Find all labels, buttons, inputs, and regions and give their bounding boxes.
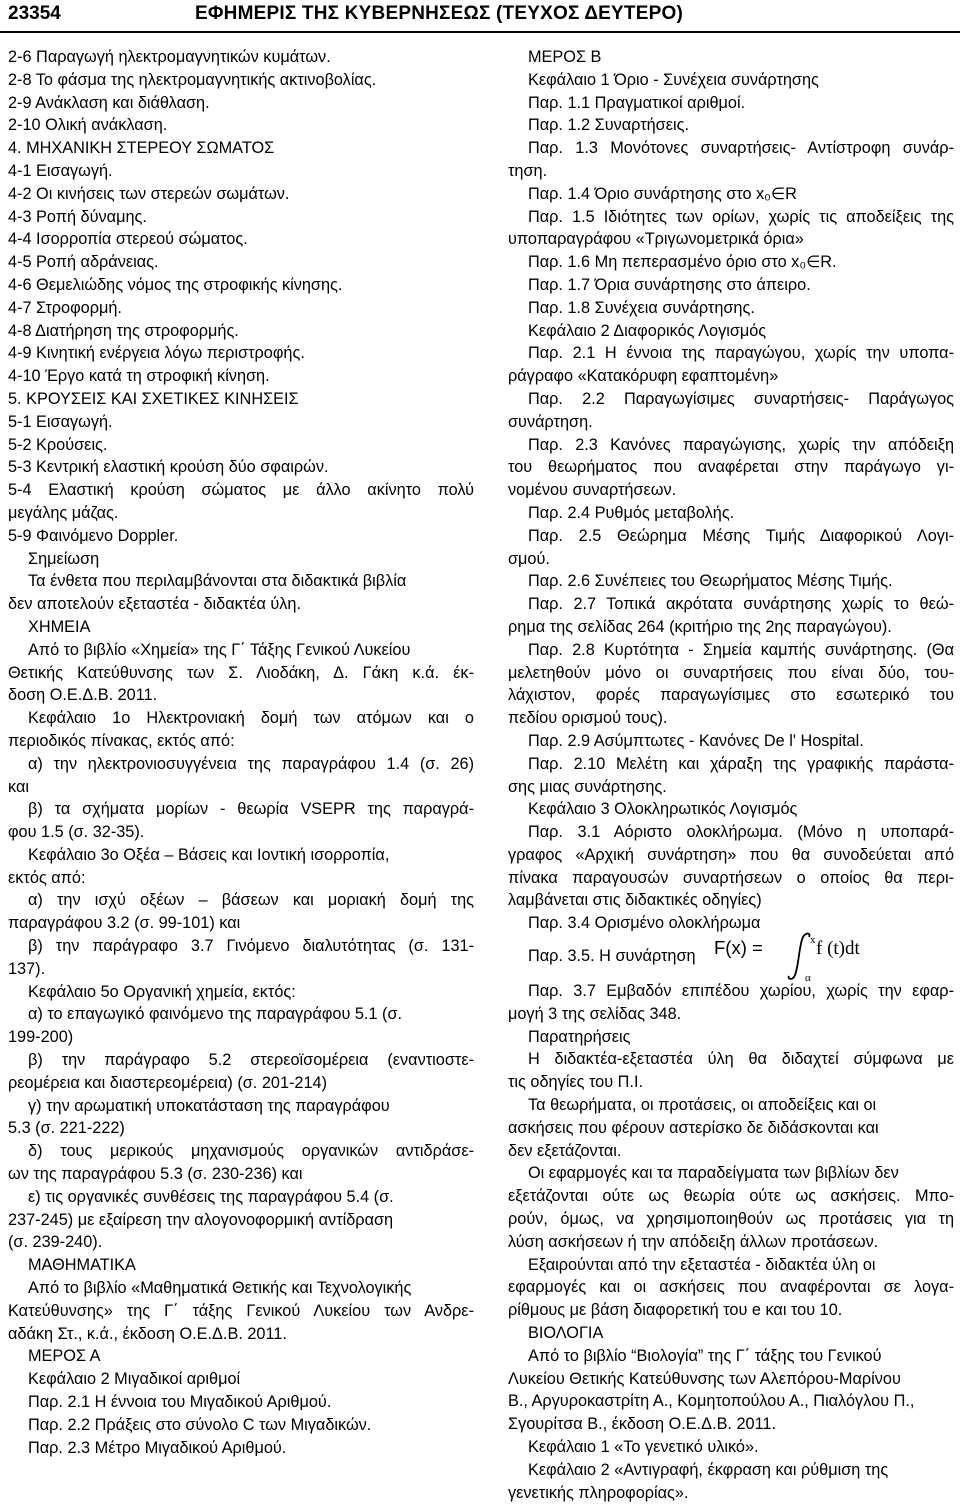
text-line: Β., Αργυροκαστρίτη Α., Κομητοπούλου Α., Πιαλόγλου Π.,	[508, 1392, 915, 1411]
text-line: 137).	[8, 959, 46, 978]
text-line: 237-245) με εξαίρεση την αλογονοφορμική αντίδραση	[8, 1210, 394, 1229]
text-line: ε) τις οργανικές συνθέσεις της παραγράφου 5.4 (σ.	[28, 1187, 394, 1206]
text-line: Τα ένθετα που περιλαμβάνονται στα διδακτικά βιβλία	[28, 572, 407, 591]
text-line: ασκήσεις που φέρουν αστερίσκο δε διδάσκονται και	[508, 1118, 879, 1137]
text-line: 5-9 Φαινόμενο Doppler.	[8, 526, 179, 545]
text-line: 5.3 (σ. 221-222)	[8, 1119, 125, 1138]
text-line: Παρ. 1.8 Συνέχεια συνάρτησης.	[528, 298, 755, 317]
text-line: γενετικής πληροφορίας».	[508, 1483, 689, 1502]
text-line: εφαρμογές και οι ασκήσεις που αναφέρονται σε λογα-	[508, 1278, 954, 1297]
text-line: ΜΕΡΟΣ Β	[528, 48, 602, 66]
text-line: Παρ. 2.5 Θεώρημα Μέσης Τιμής Διαφορικού Λογι-	[528, 526, 954, 545]
text-line: 4-8 Διατήρηση της στροφορμής.	[8, 321, 239, 340]
text-line: 4-5 Ροπή αδράνειας.	[8, 253, 159, 272]
text-line: α) το επαγωγικό φαινόμενο της παραγράφου 5.1 (σ.	[28, 1005, 403, 1024]
right-column-top	[508, 46, 954, 935]
text-line: Λυκείου Θετικής Κατεύθυνσης των Αλεπόρου-Μαρίνου	[508, 1369, 901, 1388]
integral-lower-limit: α	[805, 972, 811, 984]
text-line: β) την παράγραφο 3.7 Γινόμενο διαλυτότητας (σ. 131-	[28, 937, 474, 956]
text-line: ρίθμους με βάση διαφορετική του e και του 10.	[508, 1301, 843, 1320]
text-line: ρεομέρεια και διαστερεομέρεια) (σ. 201-214)	[8, 1073, 328, 1092]
text-line: Κεφάλαιο 2 Διαφορικός Λογισμός	[528, 321, 767, 340]
text-line: 4. ΜΗΧΑΝΙΚΗ ΣΤΕΡΕΟΥ ΣΩΜΑΤΟΣ	[8, 139, 275, 158]
text-line: 2-9 Ανάκλαση και διάθλαση.	[8, 93, 210, 112]
text-line: συνάρτηση.	[508, 412, 593, 431]
page-header	[0, 0, 960, 30]
text-line: Παρ. 1.6 Μη πεπερασμένο όριο στο x₀∈R.	[528, 253, 837, 272]
text-line: Από το βιβλίο “Βιολογία” της Γ΄ τάξης του Γενικού	[528, 1346, 882, 1365]
integral-upper-limit: x	[810, 934, 816, 947]
text-line: 4-6 Θεμελιώδης νόμος της στροφικής κίνησης.	[8, 275, 343, 294]
right-column	[508, 46, 954, 1504]
text-line: δοση Ο.Ε.Δ.Β. 2011.	[8, 686, 158, 705]
text-line: σμού.	[508, 549, 550, 568]
text-line: εκτός από:	[8, 868, 86, 887]
text-line: τηση.	[508, 161, 548, 180]
text-line: δεν εξετάζονται.	[508, 1141, 622, 1160]
text-line: β) τα σχήματα μορίων - θεωρία VSEPR της παραγρά-	[28, 800, 474, 819]
text-line: πίνακα παραγουσών συναρτήσεων ο οποίος θα περι-	[508, 868, 954, 887]
text-line: α) την ηλεκτρονιοσυγγένεια της παραγράφου 1.4 (σ. 26)	[28, 754, 474, 773]
text-line: ρούν, όμως, να χρησιμοποιηθούν ως προτάσεις για τη	[508, 1210, 954, 1229]
text-line: αδάκη Στ., κ.ά., έκδοση Ο.Ε.Δ.Β. 2011.	[8, 1324, 287, 1343]
text-line: Παρ. 2.8 Κυρτότητα - Σημεία καμπής συνάρτησης. (Θα	[528, 640, 954, 659]
formula-lhs: F(x) =	[714, 937, 763, 959]
text-line: γραφος «Αρχική συνάρτηση» που θα συνοδεύεται από	[508, 845, 954, 864]
text-line: Παρ. 2.3 Μέτρο Μιγαδικού Αριθμού.	[28, 1438, 287, 1457]
text-line: Παρ. 2.2 Πράξεις στο σύνολο C των Μιγαδικών.	[28, 1415, 372, 1434]
integral-icon	[783, 931, 819, 983]
text-line: Παρ. 1.2 Συναρτήσεις.	[528, 116, 689, 135]
text-line: δ) τους μερικούς μηχανισμούς οργανικών αντιδράσε-	[28, 1142, 474, 1161]
text-line: 199-200)	[8, 1028, 74, 1047]
text-line: εξετάζονται ούτε ως θεωρία ούτε ως ασκήσεις. Μπο-	[508, 1187, 954, 1206]
text-line: Παρ. 3.7 Εμβαδόν επιπέδου χωρίου, χωρίς την εφαρ-	[528, 982, 954, 1001]
text-line: τις οδηγίες του Π.Ι.	[508, 1073, 643, 1092]
text-line: Παρ. 2.9 Ασύμπτωτες - Κανόνες De l' Hospital.	[528, 731, 864, 750]
right-column-bottom	[508, 980, 954, 1504]
text-line: μελετηθούν μόνο οι συναρτήσεις που είναι δύο, του-	[508, 663, 954, 682]
text-line: 4-3 Ροπή δύναμης.	[8, 207, 147, 226]
text-line: λαμβάνεται στις διδακτικές οδηγίες)	[508, 891, 762, 910]
text-line: ων της παραγράφου 5.3 (σ. 230-236) και	[8, 1165, 303, 1184]
text-line: Παρ. 2.3 Κανόνες παραγώγισης, χωρίς την απόδειξη	[528, 435, 954, 454]
text-line: 5. ΚΡΟΥΣΕΙΣ ΚΑΙ ΣΧΕΤΙΚΕΣ ΚΙΝΗΣΕΙΣ	[8, 389, 299, 408]
text-line: ράγραφο «Κατακόρυφη εφαπτομένη»	[508, 367, 779, 386]
text-line: 2-6 Παραγωγή ηλεκτρομαγνητικών κυμάτων.	[8, 48, 331, 66]
text-line: Οι εφαρμογές και τα παραδείγματα των βιβλίων δεν	[528, 1164, 899, 1183]
text-line: ΧΗΜΕΙΑ	[28, 617, 91, 636]
text-line: 4-7 Στροφορμή.	[8, 298, 122, 317]
page-number: 23354	[8, 3, 61, 24]
text-line: 2-10 Ολική ανάκλαση.	[8, 116, 168, 135]
text-line: λάχιστον, φορές παραγωγίσιμες στο εσωτερικό του	[508, 686, 954, 705]
text-line: Παρ. 1.3 Μονότονες συναρτήσεις- Αντίστροφη συνάρ-	[528, 139, 954, 158]
text-line: Κατεύθυνσης» της Γ΄ τάξης Γενικού Λυκείου των Ανδρε-	[8, 1301, 474, 1320]
text-line: Παρ. 1.4 Όριο συνάρτησης στο x₀∈R	[528, 184, 797, 203]
text-line: 5-2 Κρούσεις.	[8, 435, 108, 454]
text-line: Παρ. 1.1 Πραγματικοί αριθμοί.	[528, 93, 746, 112]
text-line: Παρ. 2.2 Παραγωγίσιμες συναρτήσεις- Παράγωγος	[528, 389, 954, 408]
text-line: πεδίου ορισμού τους).	[508, 709, 668, 728]
header-rule	[0, 31, 960, 33]
text-line: Από το βιβλίο «Χημεία» της Γ΄ Τάξης Γενικού Λυκείου	[28, 640, 411, 659]
text-line: 4-2 Οι κινήσεις των στερεών σωμάτων.	[8, 184, 290, 203]
text-line: μογή 3 της σελίδας 348.	[508, 1004, 682, 1023]
text-line: φου 1.5 (σ. 32-35).	[8, 823, 145, 842]
text-line: Παρ. 2.1 Η έννοια του Μιγαδικού Αριθμού.	[28, 1393, 332, 1412]
text-line: Κεφάλαιο 1 «Το γενετικό υλικό».	[528, 1438, 759, 1457]
text-line: και	[8, 777, 29, 796]
text-line: Κεφάλαιο 1ο Ηλεκτρονιακή δομή των ατόμων και ο	[28, 709, 474, 728]
text-line: υποπαραγράφου «Τριγωνομετρικά όρια»	[508, 230, 804, 249]
text-line: 4-1 Εισαγωγή.	[8, 161, 113, 180]
text-line: 5-3 Κεντρική ελαστική κρούση δύο σφαιρών.	[8, 458, 329, 477]
text-line: μεγάλης μάζας.	[8, 503, 119, 522]
text-line: Παρ. 1.7 Όρια συνάρτησης στο άπειρο.	[528, 275, 811, 294]
text-line: Κεφάλαιο 3ο Οξέα – Βάσεις και Ιοντική ισορροπία,	[28, 845, 390, 864]
text-line: Παρ. 2.7 Τοπικά ακρότατα συνάρτησης χωρίς το θεώ-	[528, 595, 954, 614]
text-line: 4-10 Έργο κατά τη στροφική κίνηση.	[8, 367, 270, 386]
text-line: Θετικής Κατεύθυνσης των Σ. Λιοδάκη, Δ. Γάκη κ.ά. έκ-	[8, 663, 474, 682]
text-line: Κεφάλαιο 3 Ολοκληρωτικός Λογισμός	[528, 800, 798, 819]
text-line: Σημείωση	[28, 549, 100, 568]
text-line: Παρ. 2.4 Ρυθμός μεταβολής.	[528, 503, 735, 522]
text-line: ΜΑΘΗΜΑΤΙΚΑ	[28, 1256, 136, 1275]
text-line: περιοδικός πίνακας, εκτός από:	[8, 731, 235, 750]
text-line: Παρ. 3.1 Αόριστο ολοκλήρωμα. (Μόνο η υποπαρά-	[528, 823, 954, 842]
text-line: ΜΕΡΟΣ Α	[28, 1347, 101, 1366]
text-line: ΒΙΟΛΟΓΙΑ	[528, 1324, 604, 1343]
text-line: γ) την αρωματική υποκατάσταση της παραγράφου	[28, 1096, 390, 1115]
text-line: 4-4 Ισορροπία στερεού σώματος.	[8, 230, 248, 249]
text-line: Η διδακτέα-εξεταστέα ύλη θα διδαχτεί σύμφωνα με	[528, 1050, 954, 1069]
text-line: Τα θεωρήματα, οι προτάσεις, οι αποδείξεις και οι	[528, 1096, 877, 1115]
text-line: Παρατηρήσεις	[528, 1027, 631, 1046]
text-line: Παρ. 2.6 Συνέπειες του Θεωρήματος Μέσης Τιμής.	[528, 572, 893, 591]
text-line: Κεφάλαιο 2 Μιγαδικοί αριθμοί	[28, 1370, 241, 1389]
text-line: σης μιας συνάρτησης.	[508, 777, 667, 796]
text-line: Παρ. 2.1 Η έννοια της παραγώγου, χωρίς την υποπα-	[528, 344, 954, 363]
text-line: 5-1 Εισαγωγή.	[8, 412, 113, 431]
text-line: Κεφάλαιο 2 «Αντιγραφή, έκφραση και ρύθμιση της	[528, 1460, 889, 1479]
text-line: β) την παράγραφο 5.2 στερεοϊσομέρεια (εναντιοστε-	[28, 1051, 474, 1070]
text-line: ρημα της σελίδας 264 (κριτήριο της 2ης παραγώγου).	[508, 617, 892, 636]
integral-formula	[508, 934, 954, 984]
left-column	[8, 46, 474, 1459]
text-line: (σ. 239-240).	[8, 1233, 103, 1252]
text-line: λύση ασκήσεων ή την απόδειξη άλλων προτάσεων.	[508, 1232, 879, 1251]
text-line: Παρ. 2.10 Μελέτη και χάραξη της γραφικής παράστα-	[528, 754, 954, 773]
text-line: Παρ. 3.4 Ορισμένο ολοκλήρωμα	[528, 914, 761, 933]
text-line: παραγράφου 3.2 (σ. 99-101) και	[8, 914, 241, 933]
text-line: Κεφάλαιο 1 Όριο - Συνέχεια συνάρτησης	[528, 70, 819, 89]
text-line: 5-4 Ελαστική κρούση σώματος με άλλο ακίνητο πολύ	[8, 481, 474, 500]
journal-title: ΕΦΗΜΕΡΙΣ ΤΗΣ ΚΥΒΕΡΝΗΣΕΩΣ (ΤΕΥΧΟΣ ΔΕΥΤΕΡΟ)	[195, 3, 683, 24]
text-line: Κεφάλαιο 5ο Οργανική χημεία, εκτός:	[28, 982, 296, 1001]
text-line: νομένου συναρτήσεων.	[508, 481, 677, 500]
text-line: του θεωρήματος που αναφέρεται στην παράγωγο γι-	[508, 458, 954, 477]
text-line: Σγουρίτσα Β., έκδοση Ο.Ε.Δ.Β. 2011.	[508, 1415, 777, 1434]
formula-integrand: f (t)dt	[816, 938, 860, 960]
text-line: α) την ισχύ οξέων – βάσεων και μοριακή δομή της	[28, 891, 474, 910]
formula-label: Παρ. 3.5. Η συνάρτηση	[528, 947, 696, 966]
text-line: δεν αποτελούν εξεταστέα - διδακτέα ύλη.	[8, 595, 302, 614]
text-line: Εξαιρούνται από την εξεταστέα - διδακτέα ύλη οι	[528, 1255, 876, 1274]
text-line: 2-8 Το φάσμα της ηλεκτρομαγνητικής ακτινοβολίας.	[8, 70, 377, 89]
text-line: Από το βιβλίο «Μαθηματικά Θετικής και Τεχνολογικής	[28, 1279, 412, 1298]
text-line: Παρ. 1.5 Ιδιότητες των ορίων, χωρίς τις αποδείξεις της	[528, 207, 954, 226]
text-line: 4-9 Κινητική ενέργεια λόγω περιστροφής.	[8, 344, 305, 363]
